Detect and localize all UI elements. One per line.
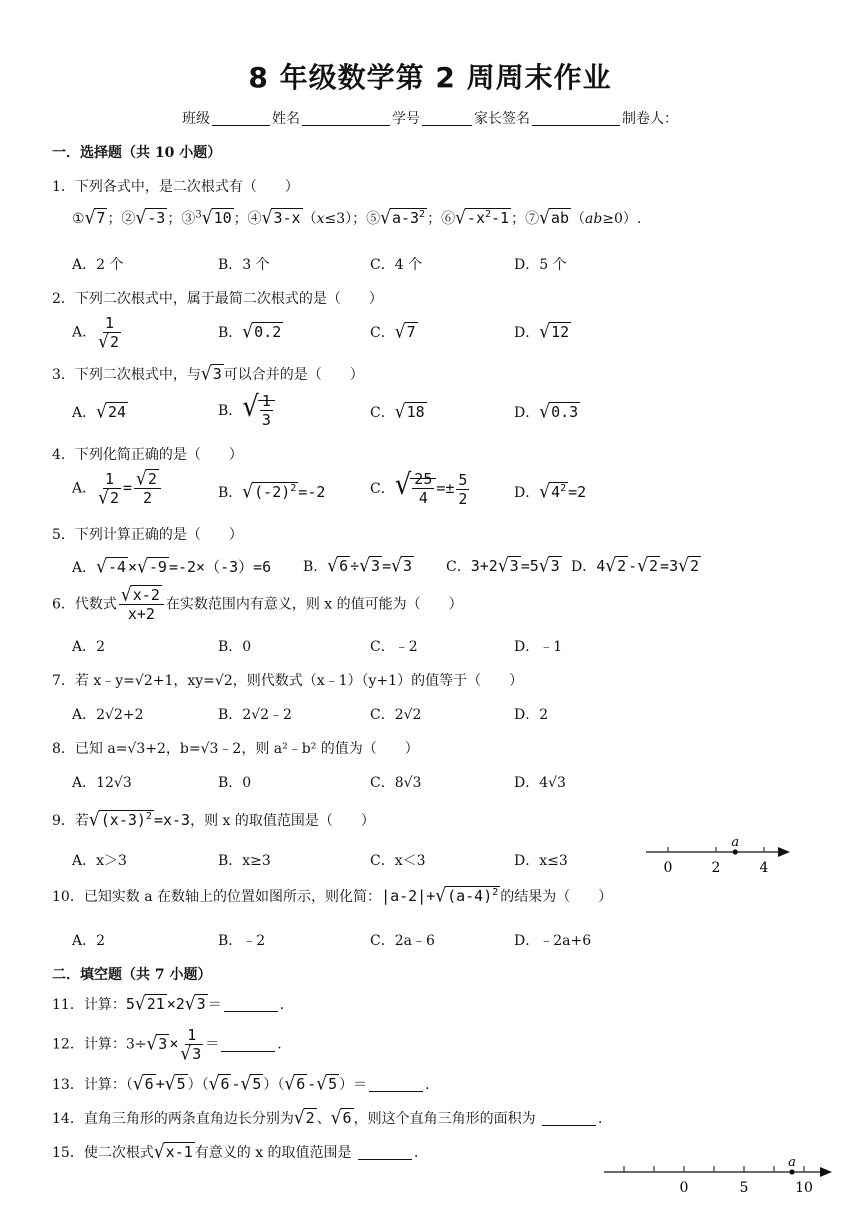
q4-option-d[interactable]: D．$√4^2 =2$: [514, 481, 587, 503]
number-line-bottom: [598, 1152, 838, 1200]
q6-option-d[interactable]: D．﹣1: [514, 639, 563, 655]
maker-label: 制卷人：: [622, 111, 678, 127]
q6-option-c[interactable]: C．﹣2: [370, 639, 418, 655]
name-blank[interactable]: [302, 111, 390, 126]
number-blank[interactable]: [422, 111, 472, 126]
q9-option-d[interactable]: D．x≤3: [514, 853, 568, 869]
nl2-point-a: [789, 1169, 794, 1174]
question-13: 13．计算：（√6 +√5 ）（√6 -√5 ）（√6 -√5 ）＝ ．: [52, 1073, 440, 1095]
student-info-line: [0, 108, 860, 128]
nl1-label-0: 0: [663, 860, 673, 876]
q1-option-d[interactable]: D．5 个: [514, 257, 567, 273]
q8-option-b[interactable]: B．0: [218, 775, 252, 791]
q11-answer-blank[interactable]: [224, 997, 278, 1012]
q2-option-d[interactable]: D．√12: [514, 321, 570, 343]
nl1-point-label: a: [731, 835, 740, 850]
q5-option-a[interactable]: A．√-4 ×√-9 =-2×（-3）=6: [72, 556, 272, 578]
q7-option-d[interactable]: D．2: [514, 707, 549, 723]
q7-option-a[interactable]: A．2√2+2: [72, 707, 144, 723]
question-15: 15．使二次根式√x-1 有意义的 x 的取值范围是 ．: [52, 1141, 429, 1163]
q5-option-c[interactable]: C．3+2√3 =5√3: [446, 555, 560, 577]
q5-option-b[interactable]: B．√6 ÷√3 =√3: [303, 555, 412, 577]
q1-option-a[interactable]: A．2 个: [72, 257, 124, 273]
q4-option-a[interactable]: A． $\frac{1}{√2}$ = $\frac{√2}{2}$: [72, 470, 163, 507]
question-9-stem: 9．若$√(x-3)^2 =x-3$，则 x 的取值范围是（ ）: [52, 809, 375, 831]
class-label: 班级: [182, 111, 210, 127]
q15-answer-blank[interactable]: [358, 1145, 412, 1160]
nl1-label-2: 2: [711, 860, 721, 876]
q10-option-c[interactable]: C．2a﹣6: [370, 933, 435, 949]
nl2-label-0: 0: [679, 1180, 689, 1196]
q9-option-a[interactable]: A．x＞3: [72, 853, 127, 869]
q2-option-a[interactable]: A． $\frac{1}{√2}$: [72, 314, 119, 353]
question-10-stem: 10．已知实数 a 在数轴上的位置如图所示，则化简：$|a-2|+√(a-4)^2$ 的结果为（ ）: [52, 885, 613, 907]
question-14: 14．直角三角形的两条直角边长分别为√2 、√6 ，则这个直角三角形的面积为 ．: [52, 1107, 613, 1129]
q9-option-c[interactable]: C．x＜3: [370, 853, 426, 869]
parent-blank[interactable]: [532, 111, 620, 126]
number-line-q10: [640, 832, 796, 878]
q14-answer-blank[interactable]: [542, 1111, 596, 1126]
class-blank[interactable]: [212, 111, 270, 126]
q10-option-b[interactable]: B．﹣2: [218, 933, 266, 949]
question-2-stem: 2．下列二次根式中，属于最简二次根式的是（ ）: [52, 291, 383, 307]
question-5-stem: 5．下列计算正确的是（ ）: [52, 527, 243, 543]
nl2-label-10: 10: [795, 1180, 813, 1196]
q4-option-b[interactable]: B．$√(-2)^2 =-2$: [218, 481, 326, 503]
question-1-stem: 1．下列各式中，是二次根式有（ ）: [52, 179, 299, 195]
page-title: 8 年级数学第 2 周周末作业: [248, 61, 612, 94]
q8-option-d[interactable]: D．4√3: [514, 775, 566, 791]
nl1-point-a: [733, 849, 738, 854]
section-choice-heading: 一．选择题（共 10 小题）: [52, 145, 222, 161]
parent-label: 家长签名: [474, 111, 530, 127]
q8-option-a[interactable]: A．12√3: [72, 775, 132, 791]
number-label: 学号: [392, 111, 420, 127]
nl1-label-4: 4: [759, 860, 769, 876]
q3-option-c[interactable]: C．√18: [370, 401, 425, 423]
question-3-stem: 3．下列二次根式中，与√3 可以合并的是（ ）: [52, 363, 364, 385]
q2-option-b[interactable]: B．√0.2: [218, 321, 282, 343]
section-fill-heading: 二．填空题（共 7 小题）: [52, 967, 212, 983]
q7-option-c[interactable]: C．2√2: [370, 707, 422, 723]
q10-option-a[interactable]: A．2: [72, 933, 106, 949]
question-11: 11．计算：5√21 ×2√3 ＝ ．: [52, 993, 294, 1015]
nl2-point-label: a: [788, 1155, 796, 1170]
question-6-stem: 6．代数式 $\frac{√x-2}{x+2}$ 在实数范围内有意义，则 x 的值可能为（ ）: [52, 584, 463, 623]
q12-answer-blank[interactable]: [221, 1037, 275, 1052]
q3-option-a[interactable]: A．√24: [72, 401, 127, 423]
q9-option-b[interactable]: B．x≥3: [218, 853, 271, 869]
q8-option-c[interactable]: C．8√3: [370, 775, 422, 791]
q1-option-c[interactable]: C．4 个: [370, 257, 423, 273]
q1-option-b[interactable]: B．3 个: [218, 257, 270, 273]
q4-option-c[interactable]: C．√ $\frac{25}{4}$ =± $\frac{5}{2}$: [370, 468, 468, 508]
q7-option-b[interactable]: B．2√2﹣2: [218, 707, 292, 723]
q6-option-a[interactable]: A．2: [72, 639, 106, 655]
question-4-stem: 4．下列化简正确的是（ ）: [52, 447, 243, 463]
q3-option-b[interactable]: B．√ $\frac{1}{3}$: [218, 392, 275, 429]
question-1-expressions: ①√7 ；②√-3 ；③$^3$√10 ；④√3-x （x≤3）；$⑤√a-3^2$ ；$⑥√-x^2-1$ ；⑦√ab （ab≥0）.: [72, 207, 642, 229]
q5-option-d[interactable]: D．4√2 -√2 =3√2: [571, 555, 699, 577]
q10-option-d[interactable]: D．﹣2a+6: [514, 933, 592, 949]
q3-option-d[interactable]: D．√0.3: [514, 401, 579, 423]
name-label: 姓名: [272, 111, 300, 127]
question-8-stem: 8．已知 a=√3+2，b=√3﹣2，则 a²﹣b² 的值为（ ）: [52, 741, 419, 757]
q2-option-c[interactable]: C．√7: [370, 321, 416, 343]
q13-answer-blank[interactable]: [369, 1077, 423, 1092]
nl2-label-5: 5: [739, 1180, 749, 1196]
question-12: 12．计算：3÷√3 × $\frac{1}{√3}$ ＝ ．: [52, 1026, 292, 1065]
question-7-stem: 7．若 x﹣y=√2+1，xy=√2，则代数式（x﹣1）（y+1）的值等于（ ）: [52, 673, 524, 689]
q6-option-b[interactable]: B．0: [218, 639, 252, 655]
